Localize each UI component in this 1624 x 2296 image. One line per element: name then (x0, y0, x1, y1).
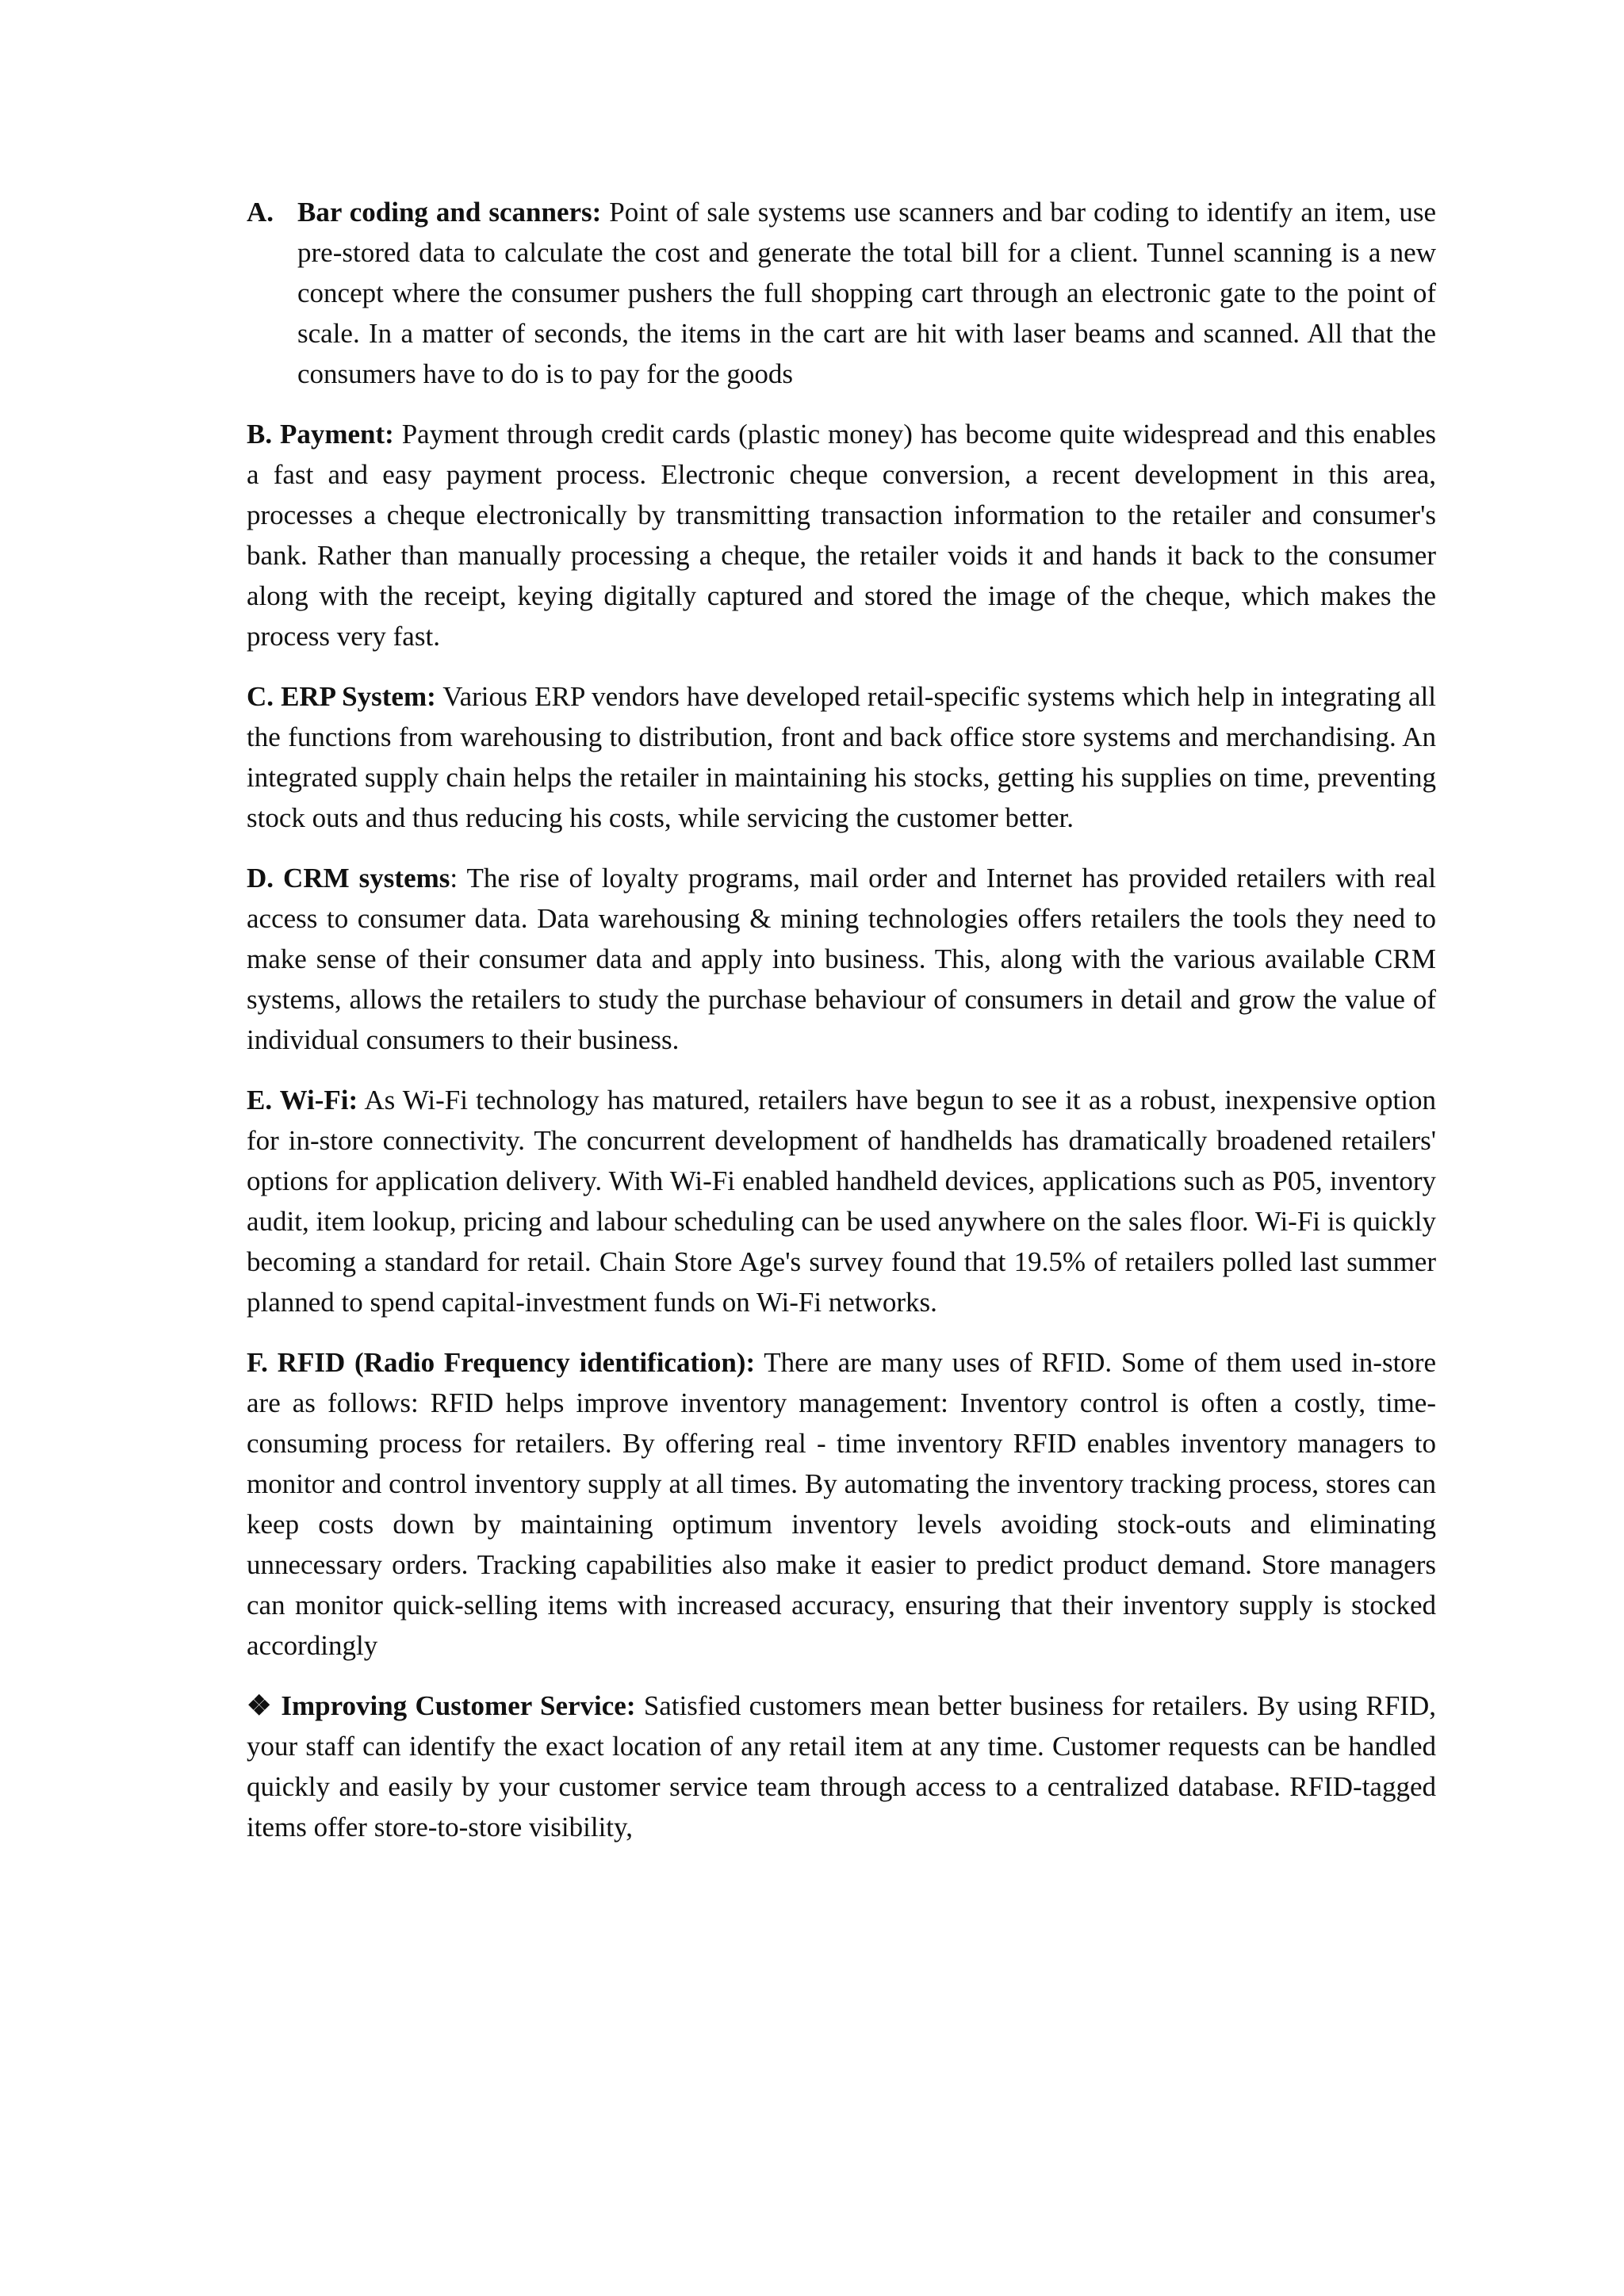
section-body: There are many uses of RFID. Some of them used in-store are as follows: RFID helps improve inventory management: Inventory control is often a costly, time-consuming process for retailers. By offering real - time inventory RFID enables inventory managers to monitor and control inventory supply at all times. By automating the inventory tracking process, stores can keep costs down by maintaining optimum inventory levels avoiding stock-outs and eliminating unnecessary orders. Tracking capabilities also make it easier to predict product demand. Store managers can monitor quick-selling items with increased accuracy, ensuring that their inventory supply is stocked accordingly (247, 1347, 1436, 1661)
section-body: Various ERP vendors have developed retail-specific systems which help in integrating all the functions from warehousing to distribution, front and back office store systems and merchandising. An integrated supply chain helps the retailer in maintaining his stocks, getting his supplies on time, preventing stock outs and thus reducing his costs, while servicing the customer better. (247, 681, 1436, 833)
section-heading: Bar coding and scanners: (297, 197, 602, 228)
section-bar-coding (247, 192, 1436, 394)
section-heading: D. CRM systems (247, 863, 450, 894)
section-crm-systems (247, 858, 1436, 1060)
section-body: : The rise of loyalty programs, mail order and Internet has provided retailers with real access to consumer data. Data warehousing & mining technologies offers retailers the tools they need to make sense of their consumer data and apply into business. This, along with the various available CRM systems, allows the retailers to study the purchase behaviour of consumers in detail and grow the value of individual consumers to their business. (247, 863, 1436, 1055)
section-heading: E. Wi-Fi: (247, 1085, 358, 1115)
section-erp-system (247, 676, 1436, 838)
document-body (247, 192, 1436, 1867)
diamond-bullet-icon: ❖ (247, 1690, 273, 1721)
section-heading: B. Payment: (247, 419, 394, 450)
section-heading: C. ERP System: (247, 681, 436, 712)
section-body: Satisfied customers mean better business for retailers. By using RFID, your staff can identify the exact location of any retail item at any time. Customer requests can be handled quickly and easily by your customer service team through access to a centralized database. RFID-tagged items offer store-to-store visibility, (247, 1690, 1436, 1843)
section-rfid (247, 1342, 1436, 1666)
section-body: Payment through credit cards (plastic money) has become quite widespread and this enables a fast and easy payment process. Electronic cheque conversion, a recent development in this area, processes a cheque electronically by transmitting transaction information to the retailer and consumer's bank. Rather than manually processing a cheque, the retailer voids it and hands it back to the consumer along with the receipt, keying digitally captured and stored the image of the cheque, which makes the process very fast. (247, 419, 1436, 652)
section-customer-service (247, 1686, 1436, 1847)
section-payment (247, 414, 1436, 656)
section-heading: F. RFID (Radio Frequency identification): (247, 1347, 756, 1378)
section-body: As Wi-Fi technology has matured, retailers have begun to see it as a robust, inexpensive option for in-store connectivity. The concurrent development of handhelds has dramatically broadened retailers' options for application delivery. With Wi-Fi enabled handheld devices, applications such as P05, inventory audit, item lookup, pricing and labour scheduling can be used anywhere on the sales floor. Wi-Fi is quickly becoming a standard for retail. Chain Store Age's survey found that 19.5% of retailers polled last summer planned to spend capital-investment funds on Wi-Fi networks. (247, 1085, 1436, 1318)
section-heading: Improving Customer Service: (281, 1690, 636, 1721)
section-wifi (247, 1080, 1436, 1322)
section-body: Point of sale systems use scanners and bar coding to identify an item, use pre-stored data to calculate the cost and generate the total bill for a client. Tunnel scanning is a new concept where the consumer pushers the full shopping cart through an electronic gate to the point of scale. In a matter of seconds, the items in the cart are hit with laser beams and scanned. All that the consumers have to do is to pay for the goods (297, 197, 1436, 389)
section-marker: A. (247, 197, 274, 228)
